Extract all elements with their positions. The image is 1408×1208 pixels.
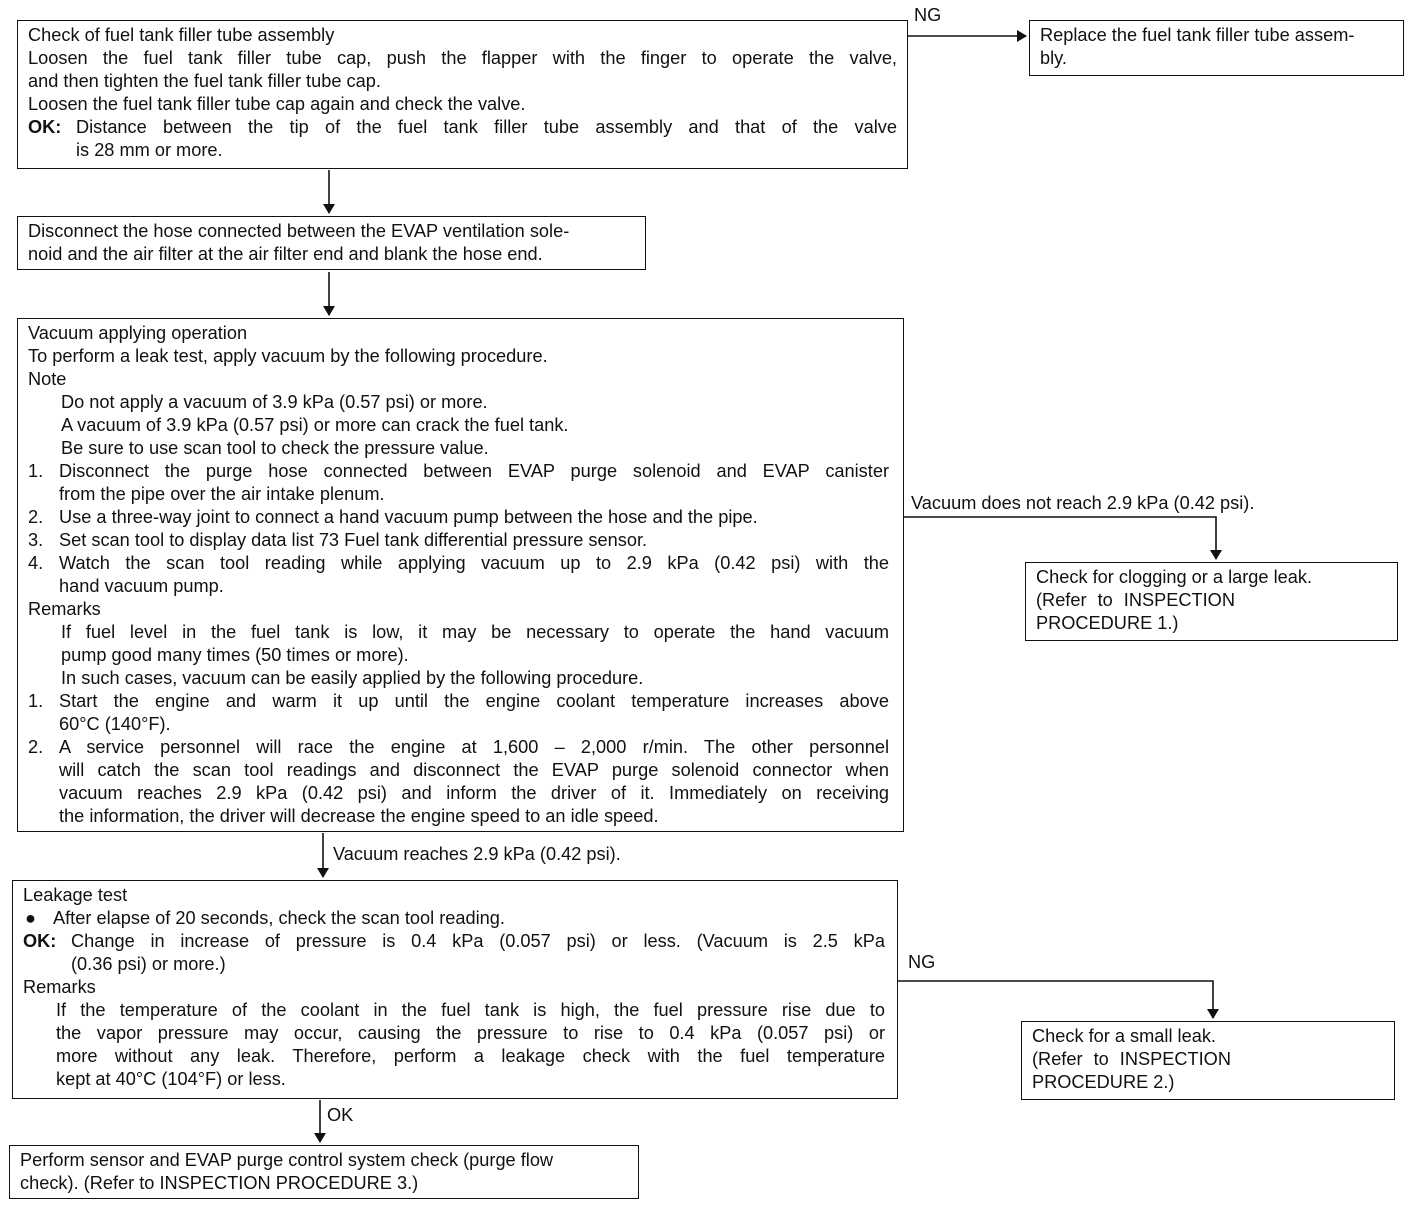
- box1-ok-line2: is 28 mm or more.: [76, 140, 223, 160]
- box1-ok: [28, 116, 897, 162]
- box3-remark: If fuel level in the fuel tank is low, it may be necessary to operate the hand vacuum: [61, 622, 889, 642]
- box3-step2: 2. A service personnel will race the engine at 1,600 – 2,000 r/min. The other personnel will catch the scan tool readings and disconnect the EVAP purge solenoid connector when vacuum reaches 2.9 kPa (0.42 psi) and inform the driver of it. Immediately on receiving the information, the driver will decrease the engine speed to an idle speed.: [28, 737, 889, 826]
- clog-line1: Check for clogging or a large leak.: [1036, 567, 1312, 587]
- box-vacuum-applying: [17, 318, 904, 832]
- box4-remark: the vapor pressure may occur, causing the pressure to rise to 0.4 kPa (0.057 psi) or: [56, 1023, 885, 1043]
- box4-remark: If the temperature of the coolant in the fuel tank is high, the fuel pressure rise due to: [56, 1000, 885, 1020]
- ok-key: OK:: [23, 931, 57, 951]
- box1-line2: and then tighten the fuel tank filler tube cap.: [28, 71, 381, 91]
- clog-line3: PROCEDURE 1.): [1036, 613, 1179, 633]
- box3-note-heading: Note: [28, 369, 67, 389]
- small-line1: Check for a small leak.: [1032, 1026, 1216, 1046]
- box3-step: 1. Disconnect the purge hose connected between EVAP purge solenoid and EVAP canister from the pipe over the air intake plenum.: [28, 461, 889, 504]
- box-check-small-leak: [1021, 1021, 1395, 1100]
- box1-line3: Loosen the fuel tank filler tube cap again and check the valve.: [28, 94, 526, 114]
- small-line2: (Refer to INSPECTION: [1032, 1049, 1231, 1069]
- arrow-box4-to-small: [898, 981, 1213, 1018]
- box-disconnect-hose: [17, 216, 646, 270]
- box3-note: Do not apply a vacuum of 3.9 kPa (0.57 psi) or more.: [61, 392, 488, 412]
- box2-line2: noid and the air filter at the air filter end and blank the hose end.: [28, 244, 543, 264]
- box-purge-flow-check: [9, 1145, 639, 1199]
- arrow-box3-to-clog: [904, 517, 1216, 559]
- box4-title: Leakage test: [23, 885, 128, 905]
- box-filler-tube-check: [17, 20, 908, 169]
- box2-line1: Disconnect the hose connected between the EVAP ventilation sole-: [28, 221, 570, 241]
- box4-ok: OK: Change in increase of pressure is 0.4 kPa (0.057 psi) or less. (Vacuum is 2.5 kPa (0.36 psi) or more.): [23, 931, 885, 974]
- box3-remark: In such cases, vacuum can be easily applied by the following procedure.: [61, 668, 644, 688]
- ok-key: OK:: [28, 117, 62, 137]
- box3-step: 4. Watch the scan tool reading while applying vacuum up to 2.9 kPa (0.42 psi) with the hand vacuum pump.: [28, 553, 889, 596]
- replace-line2: bly.: [1040, 48, 1067, 68]
- box3-step: 2. Use a three-way joint to connect a hand vacuum pump between the hose and the pipe.: [28, 507, 758, 527]
- box4-remark: kept at 40°C (104°F) or less.: [56, 1069, 286, 1089]
- box3-remarks-heading: Remarks: [28, 599, 101, 619]
- box1-ok-line1: Distance between the tip of the fuel tank filler tube assembly and that of the valve: [76, 117, 897, 137]
- clog-line2: (Refer to INSPECTION: [1036, 590, 1235, 610]
- box4-remark: more without any leak. Therefore, perform a leakage check with the fuel temperature: [56, 1046, 885, 1066]
- box5-line1: Perform sensor and EVAP purge control system check (purge flow: [20, 1150, 554, 1170]
- replace-line1: Replace the fuel tank filler tube assem-: [1040, 25, 1355, 45]
- box-leakage-test: [12, 880, 898, 1099]
- ng-label-1: NG: [914, 5, 942, 25]
- ok-label: OK: [327, 1105, 354, 1125]
- box-replace-filler-tube: [1029, 20, 1404, 76]
- box-check-clogging: [1025, 562, 1398, 641]
- box4-remarks-heading: Remarks: [23, 977, 96, 997]
- box3-intro: To perform a leak test, apply vacuum by the following procedure.: [28, 346, 548, 366]
- box1-line1: Loosen the fuel tank filler tube cap, push the flapper with the finger to operate the valve,: [28, 48, 897, 68]
- box3-note: Be sure to use scan tool to check the pressure value.: [61, 438, 489, 458]
- bullet-icon: ●: [25, 908, 36, 928]
- small-line3: PROCEDURE 2.): [1032, 1072, 1175, 1092]
- label-vacuum-not-reach: Vacuum does not reach 2.9 kPa (0.42 psi).: [911, 493, 1255, 513]
- box3-step: 3. Set scan tool to display data list 73 Fuel tank differential pressure sensor.: [28, 530, 648, 550]
- box3-title: Vacuum applying operation: [28, 323, 248, 343]
- box3-step2: 1. Start the engine and warm it up until the engine coolant temperature increases above 60°C (140°F).: [28, 691, 889, 734]
- label-vacuum-reaches: Vacuum reaches 2.9 kPa (0.42 psi).: [333, 844, 621, 864]
- box4-bullet-item: ● After elapse of 20 seconds, check the scan tool reading.: [25, 908, 505, 928]
- box5-line2: check). (Refer to INSPECTION PROCEDURE 3.): [20, 1173, 419, 1193]
- box1-title: Check of fuel tank filler tube assembly: [28, 25, 335, 45]
- ng-label-2: NG: [908, 952, 936, 972]
- box3-note: A vacuum of 3.9 kPa (0.57 psi) or more can crack the fuel tank.: [61, 415, 569, 435]
- box3-remark: pump good many times (50 times or more).: [61, 645, 409, 665]
